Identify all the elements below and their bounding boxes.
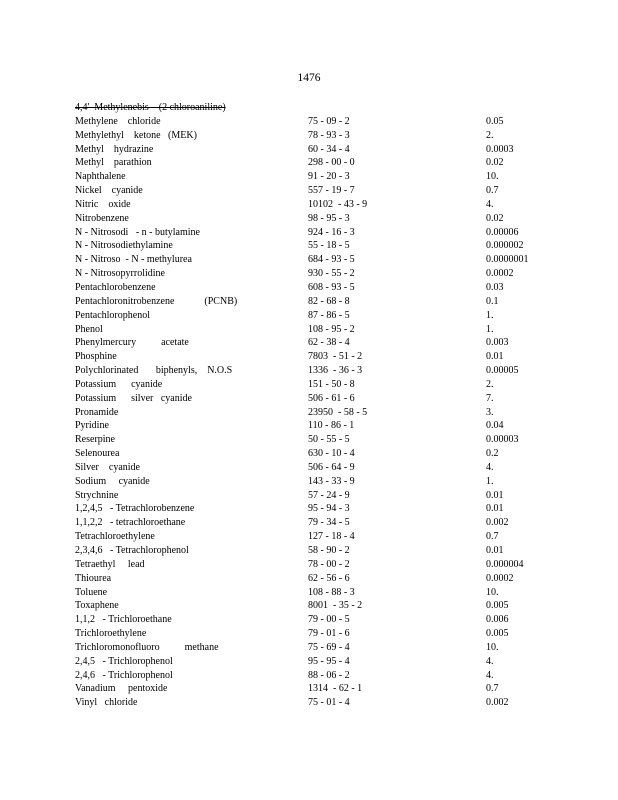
cas-number: 58 - 90 - 2 — [308, 545, 350, 556]
chemical-name: Tetraethyl lead — [75, 558, 145, 570]
cas-number: 79 - 34 - 5 — [308, 517, 350, 529]
chemical-name: Toluene — [75, 586, 108, 598]
cas-number: 608 - 93 - 5 — [308, 281, 355, 293]
table-row — [75, 267, 515, 281]
cas-number: 298 - 00 - 0 — [308, 157, 355, 169]
threshold-value: 0.1 — [486, 295, 499, 307]
threshold-value: 10. — [486, 586, 499, 598]
table-row — [75, 461, 515, 475]
threshold-value: 0.02 — [486, 157, 504, 169]
table-row — [75, 364, 519, 378]
cas-number: 506 - 61 - 6 — [308, 392, 355, 404]
table-row — [75, 627, 515, 641]
chemical-name: N - Nitrosodi - n - butylamine — [75, 226, 200, 238]
page-number: 1476 — [297, 72, 321, 84]
chemical-name: Pentachlorophenol — [75, 309, 150, 321]
threshold-value: 0.006 — [486, 614, 509, 626]
cas-number: 23950 - 58 - 5 — [308, 406, 368, 418]
chemical-name: 1,2,4,5 - Tetrachlorobenzene — [75, 503, 195, 515]
chemical-name: Vanadium pentoxide — [75, 683, 168, 695]
chemical-name: N - Nitrosopyrrolidine — [75, 268, 165, 280]
chemical-name: Tetrachloroethylene — [75, 531, 155, 543]
table-row — [75, 239, 524, 253]
cas-number: 98 - 95 - 3 — [308, 212, 350, 224]
threshold-value: 0.04 — [486, 420, 504, 432]
cas-number: 57 - 24 - 9 — [308, 489, 350, 501]
cas-number: 8001 - 35 - 2 — [308, 600, 363, 612]
threshold-value: 0.005 — [486, 628, 509, 640]
table-row — [75, 281, 515, 295]
chemical-name: Polychlorinated biphenyls, N.O.S — [75, 365, 233, 377]
threshold-value: 0.01 — [486, 351, 504, 363]
cas-number: 75 - 09 - 2 — [308, 115, 350, 127]
chemical-name: Sodium cyanide — [75, 475, 150, 487]
cas-number: 87 - 86 - 5 — [308, 309, 350, 321]
table-row — [75, 669, 515, 683]
cas-number: 557 - 19 - 7 — [308, 185, 355, 197]
table-row — [75, 502, 515, 516]
cas-number: 75 - 69 - 4 — [308, 641, 350, 653]
table-row — [75, 170, 515, 184]
cas-number: 55 - 18 - 5 — [308, 240, 350, 252]
chemical-name: Vinyl chloride — [75, 697, 138, 709]
cas-number: 75 - 01 - 4 — [308, 697, 350, 709]
table-row — [75, 350, 515, 364]
table-row — [75, 378, 515, 392]
table-row — [75, 323, 515, 337]
chemical-name: 2,4,5 - Trichlorophenol — [75, 655, 173, 667]
cas-number: 10102 - 43 - 9 — [308, 198, 368, 210]
cas-number: 110 - 86 - 1 — [308, 420, 355, 432]
table-row — [75, 599, 515, 613]
cas-number: 95 - 94 - 3 — [308, 503, 350, 515]
cas-number: 108 - 88 - 3 — [308, 586, 355, 598]
table-row — [75, 156, 515, 170]
table-row — [75, 572, 515, 586]
cas-number: 91 - 20 - 3 — [308, 171, 350, 183]
chemical-name: Toxaphene — [75, 600, 119, 612]
cas-number: 630 - 10 - 4 — [308, 448, 355, 460]
table-row — [75, 586, 515, 600]
chemical-name: Potassium cyanide — [75, 378, 163, 390]
table-row — [75, 696, 515, 710]
chemical-name: 4,4' Methylenebis (2 chloroaniline) — [75, 102, 226, 113]
threshold-value: 0.01 — [486, 503, 504, 515]
chemical-name: Methylene chloride — [75, 115, 161, 127]
threshold-value: 0.7 — [486, 683, 499, 695]
table-row — [75, 253, 529, 267]
chemical-name: Phenol — [75, 323, 103, 335]
cas-number: 1336 - 36 - 3 — [308, 365, 363, 377]
threshold-value: 0.002 — [486, 517, 509, 529]
chemical-name: Methyl parathion — [75, 157, 152, 169]
threshold-value: 0.0002 — [486, 268, 514, 280]
table-row — [75, 655, 515, 669]
table-row — [75, 143, 515, 157]
threshold-value: 0.01 — [486, 489, 504, 501]
table-row — [75, 226, 519, 240]
threshold-value: 0.2 — [486, 448, 499, 460]
chemical-name: N - Nitrosodiethylamine — [75, 240, 173, 252]
cas-number: 79 - 00 - 5 — [308, 614, 350, 626]
cas-number: 684 - 93 - 5 — [308, 254, 355, 266]
threshold-value: 0.0000001 — [486, 254, 529, 266]
chemical-name: 2,3,4,6 - Tetrachlorophenol — [75, 545, 189, 556]
threshold-value: 0.05 — [486, 115, 504, 127]
threshold-value: 3. — [486, 406, 494, 418]
threshold-value: 0.00003 — [486, 434, 519, 446]
cas-number: 930 - 55 - 2 — [308, 268, 355, 280]
cas-number: 88 - 06 - 2 — [308, 669, 350, 681]
table-row — [75, 419, 515, 433]
chemical-name: 1,1,2,2 - tetrachloroethane — [75, 517, 186, 529]
chemical-name: Methylethyl ketone (MEK) — [75, 129, 197, 141]
threshold-value: 1. — [486, 323, 494, 335]
threshold-value: 0.03 — [486, 281, 504, 293]
chemical-table — [75, 101, 529, 710]
table-row — [75, 613, 515, 627]
chemical-name: Trichloromonofluoro methane — [75, 641, 219, 653]
threshold-value: 2. — [486, 378, 494, 390]
chemical-name: N - Nitroso - N - methylurea — [75, 254, 192, 266]
threshold-value: 0.02 — [486, 212, 504, 224]
chemical-name: Strychnine — [75, 489, 119, 501]
chemical-name: Naphthalene — [75, 171, 126, 183]
cas-number: 924 - 16 - 3 — [308, 226, 355, 238]
chemical-name: Nitrobenzene — [75, 212, 129, 224]
table-row — [75, 115, 515, 129]
chemical-name: Trichloroethylene — [75, 628, 147, 640]
threshold-value: 0.000004 — [486, 558, 524, 570]
chemical-name: 1,1,2 - Trichloroethane — [75, 614, 172, 626]
cas-number: 50 - 55 - 5 — [308, 434, 350, 446]
table-row — [75, 406, 515, 420]
threshold-value: 0.00006 — [486, 226, 519, 238]
threshold-value: 1. — [486, 309, 494, 321]
cas-number: 127 - 18 - 4 — [308, 531, 355, 543]
cas-number: 7803 - 51 - 2 — [308, 351, 363, 363]
chemical-name: Potassium silver cyanide — [75, 392, 192, 404]
cas-number: 62 - 38 - 4 — [308, 337, 350, 349]
cas-number: 78 - 93 - 3 — [308, 129, 350, 141]
cas-number: 82 - 68 - 8 — [308, 295, 350, 307]
cas-number: 143 - 33 - 9 — [308, 475, 355, 487]
cas-number: 95 - 95 - 4 — [308, 655, 350, 667]
cas-number: 79 - 01 - 6 — [308, 628, 350, 640]
threshold-value: 0.0003 — [486, 143, 514, 155]
cas-number: 506 - 64 - 9 — [308, 461, 355, 473]
chemical-name: Pentachloronitrobenzene (PCNB) — [75, 295, 238, 307]
cas-number: 1314 - 62 - 1 — [308, 683, 363, 695]
threshold-value: 0.7 — [486, 531, 499, 543]
table-row — [75, 516, 515, 530]
table-row — [75, 198, 515, 212]
table-row — [75, 392, 515, 406]
table-row — [75, 558, 524, 572]
threshold-value: 10. — [486, 641, 499, 653]
chemical-name: Methyl hydrazine — [75, 143, 154, 155]
chemical-name: Reserpine — [75, 434, 115, 446]
table-row — [75, 544, 515, 558]
cas-number: 78 - 00 - 2 — [308, 558, 350, 570]
table-row — [75, 447, 515, 461]
table-row — [75, 475, 515, 489]
threshold-value: 0.7 — [486, 185, 499, 197]
chemical-name: Nickel cyanide — [75, 185, 143, 197]
threshold-value: 0.005 — [486, 600, 509, 612]
table-row — [75, 682, 515, 696]
table-row — [75, 184, 515, 198]
chemical-name: Phenylmercury acetate — [75, 337, 189, 349]
chemical-name: Pyridine — [75, 420, 109, 432]
threshold-value: 7. — [486, 392, 494, 404]
cas-number: 60 - 34 - 4 — [308, 143, 350, 155]
threshold-value: 4. — [486, 655, 494, 667]
chemical-name: Pentachlorobenzene — [75, 281, 156, 293]
chemical-name: Silver cyanide — [75, 461, 140, 473]
threshold-value: 4. — [486, 461, 494, 473]
table-row — [75, 336, 515, 350]
cas-number: 62 - 56 - 6 — [308, 572, 350, 584]
chemical-name: Selenourea — [75, 448, 120, 460]
threshold-value: 0.01 — [486, 545, 504, 556]
threshold-value: 0.003 — [486, 337, 509, 349]
table-row — [75, 295, 515, 309]
chemical-name: Thiourea — [75, 572, 112, 584]
threshold-value: 10. — [486, 171, 499, 183]
table-row — [75, 530, 515, 544]
cas-number: 108 - 95 - 2 — [308, 323, 355, 335]
chemical-name: Nitric oxide — [75, 198, 131, 210]
threshold-value: 0.000002 — [486, 240, 524, 252]
chemical-name: Phosphine — [75, 351, 117, 363]
table-row — [75, 129, 515, 143]
table-row — [75, 309, 515, 323]
threshold-value: 1. — [486, 475, 494, 487]
table-row — [75, 212, 515, 226]
chemical-name: 2,4,6 - Trichlorophenol — [75, 669, 173, 681]
threshold-value: 2. — [486, 129, 494, 141]
threshold-value: 0.0002 — [486, 572, 514, 584]
threshold-value: 4. — [486, 198, 494, 210]
table-row — [75, 433, 519, 447]
table-row — [75, 489, 515, 503]
threshold-value: 0.002 — [486, 697, 509, 709]
threshold-value: 0.00005 — [486, 365, 519, 377]
cas-number: 151 - 50 - 8 — [308, 378, 355, 390]
threshold-value: 4. — [486, 669, 494, 681]
chemical-name: Pronamide — [75, 406, 119, 418]
table-row — [75, 101, 515, 115]
table-row — [75, 641, 515, 655]
